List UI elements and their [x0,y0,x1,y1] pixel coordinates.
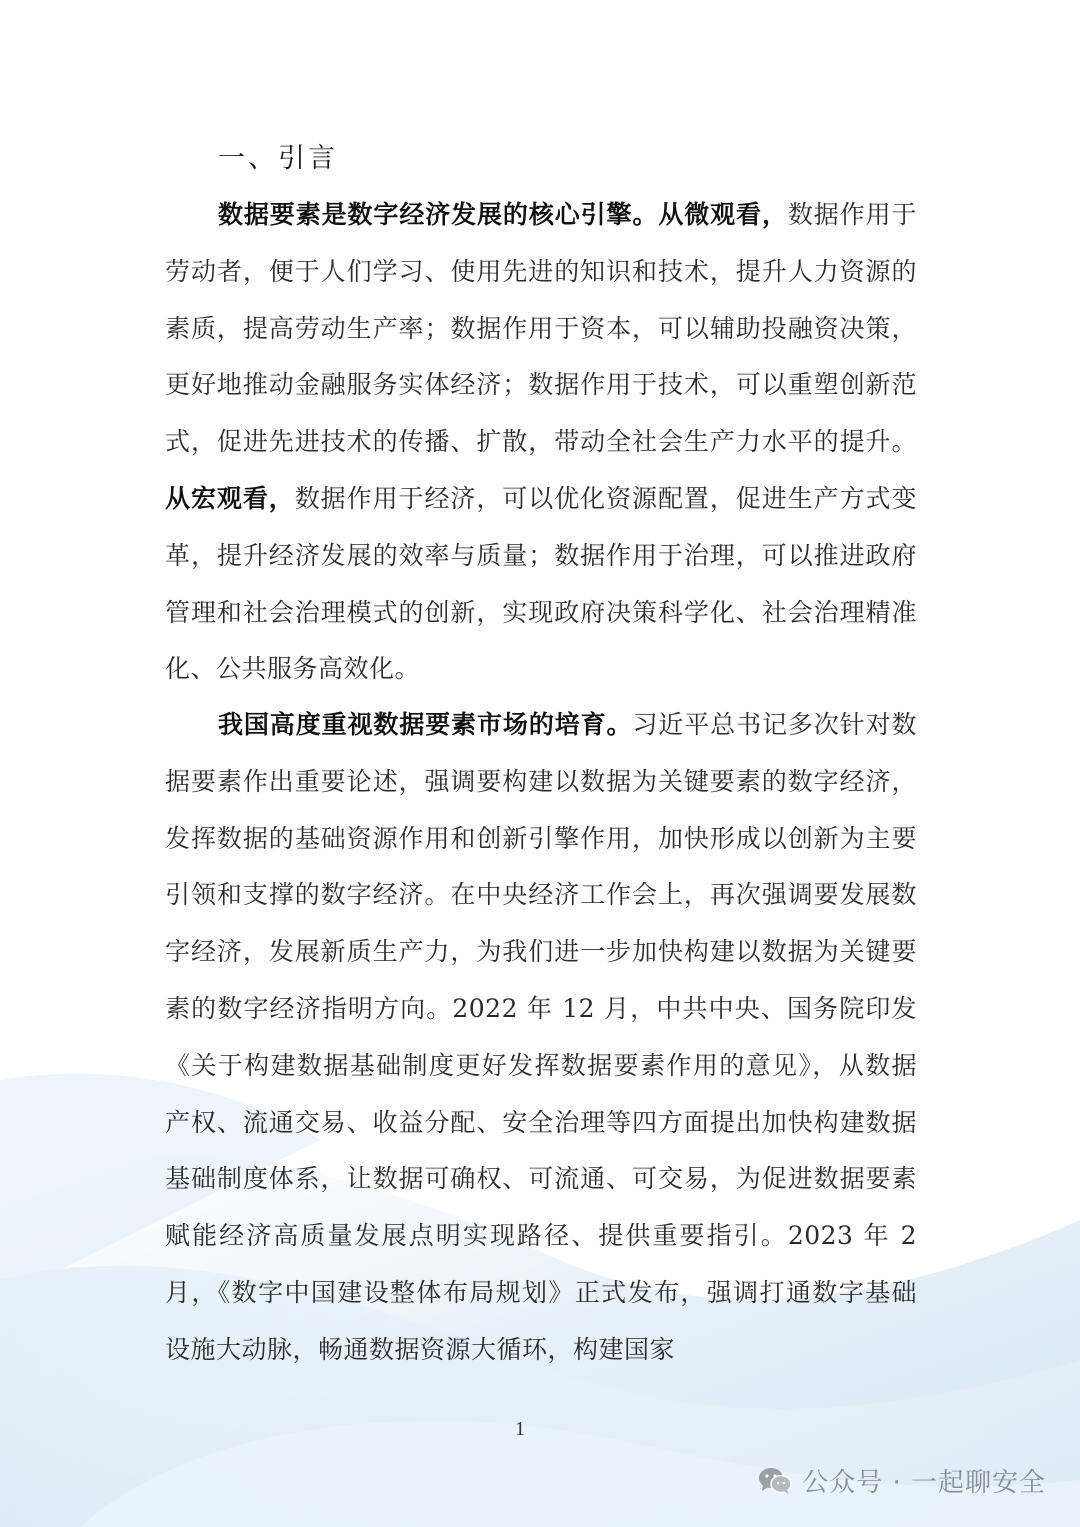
paragraph-1-lead-macro: 从宏观看， [165,483,295,513]
watermark [758,1462,1046,1499]
paragraph-2-text: 习近平总书记多次针对数据要素作出重要论述，强调要构建以数据为关键要素的数字经济，发挥数据的基础资源作用和创新引擎作用，加快形成以创新为主要引领和支撑的数字经济。在中央经济工作会上，再次强调要发展数字经济，发展新质生产力，为我们进一步加快构建以数据为关键要素的数字经济指明方向。2022 年 12 月，中共中央、国务院印发《关于构建数据基础制度更好发挥数据要素作用的意见》，从数据产权、流通交易、收益分配、安全治理等四方面提出加快构建数据基础制度体系，让数据可确权、可流通、可交易，为促进数据要素赋能经济高质量发展点明实现路径、提供重要指引。2023 年 2 月，《数字中国建设整体布局规划》正式发布，强调打通数字基础设施大动脉，畅通数据资源大循环，构建国家 [165,710,917,1364]
paragraph-2 [165,697,917,1379]
paragraph-2-lead: 我国高度重视数据要素市场的培育。 [218,710,633,739]
wechat-icon [758,1466,792,1496]
paragraph-1-text: 数据作用于劳动者，便于人们学习、使用先进的知识和技术，提升人力资源的素质，提高劳动生产率；数据作用于资本，可以辅助投融资决策，更好地推动金融服务实体经济；数据作用于技术，可以重塑创新范式，促进先进技术的传播、扩散，带动全社会生产力水平的提升。 [165,200,917,457]
paragraph-1-lead: 数据要素是数字经济发展的核心引擎。 [218,200,659,229]
page-number: 1 [515,1418,525,1440]
paragraph-1-lead-micro: 从微观看， [658,200,788,229]
watermark-text: 公众号 · 一起聊安全 [802,1468,1046,1498]
section-heading: 一、引言 [218,143,338,174]
paragraph-1 [165,187,917,698]
paragraph-1-text-2: 数据作用于经济，可以优化资源配置，促进生产方式变革，提升经济发展的效率与质量；数据作用于治理，可以推进政府管理和社会治理模式的创新，实现政府决策科学化、社会治理精准化、公共服务高效化。 [165,483,917,684]
